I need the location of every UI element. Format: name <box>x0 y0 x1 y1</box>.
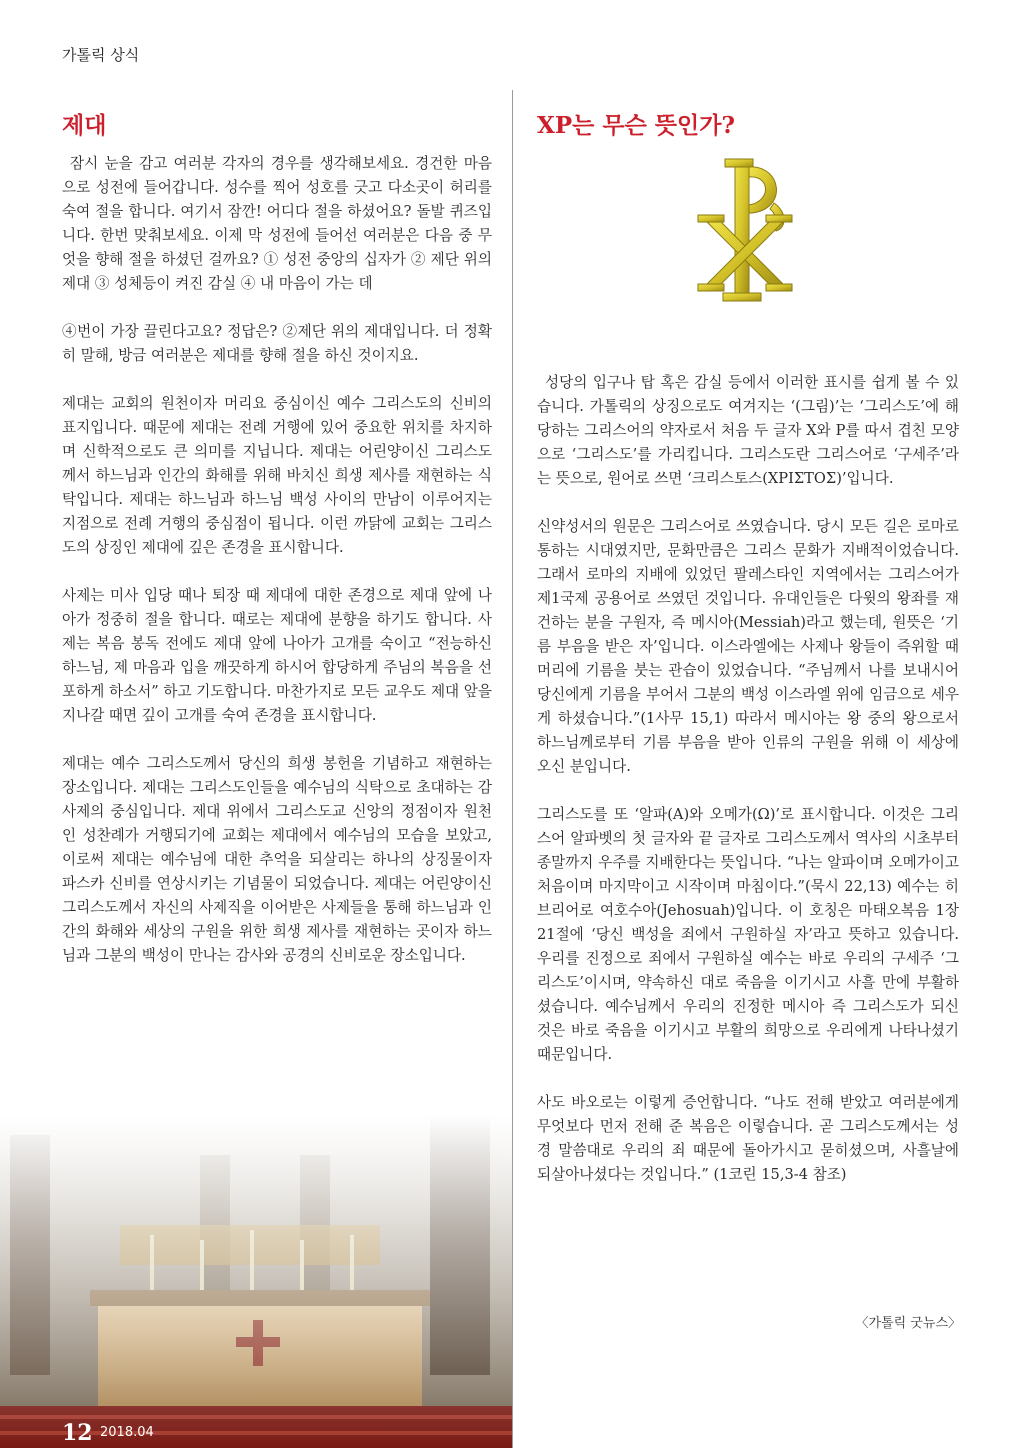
chi-rho-icon <box>690 155 800 305</box>
paragraph: 잠시 눈을 감고 여러분 각자의 경우를 생각해보세요. 경건한 마음으로 성전에 들어갑니다. 성수를 찍어 성호를 긋고 다소곳이 허리를 숙여 절을 합니다. 여기서 잠깐! 어디다 절을 하셨어요? 돌발 퀴즈입니다. 한번 맞춰보세요. 이제 막 성전에 들어선 여러분은 다음 중 무엇을 향해 절을 하셨던 걸까요? ① 성전 중앙의 십자가 ② 제단 위의 제대 ③ 성체등이 켜진 감실 ④ 내 마음이 가는 데 <box>62 155 492 292</box>
paragraph: 성당의 입구나 탑 혹은 감실 등에서 이러한 표시를 쉽게 볼 수 있습니다. 가톨릭의 상징으로도 여겨지는 ‘(그림)’는 ‘그리스도’에 해당하는 그리스어의 약자로서 처음 두 글자 X와 P를 따서 겹친 모양으로 ‘그리스도’를 가리킵니다. 그리스도란 그리스어로 ‘구세주’라는 뜻으로, 원어로 쓰면 ‘크리스토스(ΧΡΙΣΤΟΣ)’입니다. <box>537 374 959 487</box>
issue-date: 2018.04 <box>100 1425 154 1440</box>
paragraph: 제대는 교회의 원천이자 머리요 중심이신 예수 그리스도의 신비의 표지입니다. 때문에 제대는 전례 거행에 있어 중요한 위치를 차지하며 신학적으로도 큰 의미를 지닙니다. 제대는 어린양이신 그리스도께서 하느님과 인간의 화해를 위해 바치신 희생 제사를 재현하는 식탁입니다. 제대는 하느님과 하느님 백성 사이의 만남이 이루어지는 지점으로 전례 거행의 중심점이 됩니다. 이런 까닭에 교회는 그리스도의 상징인 제대에 깊은 존경을 표시합니다. <box>62 395 492 556</box>
article-title-xp: XP는 무슨 뜻인가? <box>537 112 735 139</box>
paragraph: 사제는 미사 입당 때나 퇴장 때 제대에 대한 존경으로 제대 앞에 나아가 정중히 절을 합니다. 때로는 제대에 분향을 하기도 합니다. 사제는 복음 봉독 전에도 제대 앞에 나아가 고개를 숙이고 “전능하신 하느님, 제 마음과 입을 깨끗하게 하시어 합당하게 주님의 복음을 선포하게 하소서” 하고 기도합니다. 마찬가지로 모든 교우도 제대 앞을 지나갈 때면 깊이 고개를 숙여 존경을 표시합니다. <box>62 587 492 724</box>
section-label: 가톨릭 상식 <box>62 46 140 64</box>
column-divider <box>512 90 513 1448</box>
source-credit: 〈가톨릭 굿뉴스〉 <box>855 1316 961 1331</box>
paragraph: 그리스도를 또 ‘알파(Α)와 오메가(Ω)’로 표시합니다. 이것은 그리스어 알파벳의 첫 글자와 끝 글자로 그리스도께서 역사의 시초부터 종말까지 우주를 지배한다는 뜻입니다. “나는 알파이며 오메가이고 처음이며 마지막이고 시작이며 마침이다.”(묵시 22,13) 예수는 히브리어로 여호수아(Jehosuah)입니다. 이 호칭은 마태오복음 1장 21절에 ‘당신 백성을 죄에서 구원하실 자’라고 뜻하고 있습니다. 우리를 진정으로 죄에서 구원하실 예수는 바로 우리의 구세주 ‘그리스도’이시며, 약속하신 대로 죽음을 이기시고 사흘 만에 부활하셨습니다. 예수님께서 우리의 진정한 메시아 즉 그리스도가 되신 것은 바로 죽음을 이기시고 부활의 희망으로 우리에게 나타나셨기 때문입니다. <box>537 806 959 1063</box>
page-number: 12 <box>62 1420 93 1446</box>
right-column <box>537 371 959 1211</box>
paragraph: ④번이 가장 끌린다고요? 정답은? ②제단 위의 제대입니다. 더 정확히 말해, 방금 여러분은 제대를 향해 절을 하신 것이지요. <box>62 323 492 364</box>
altar-photo <box>0 1115 512 1448</box>
paragraph: 사도 바오로는 이렇게 증언합니다. “나도 전해 받았고 여러분에게 무엇보다 먼저 전해 준 복음은 이렇습니다. 곧 그리스도께서는 성경 말씀대로 우리의 죄 때문에 돌아가시고 묻히셨으며, 사흘날에 되살아나셨다는 것입니다.” (1코린 15,3-4 참조) <box>537 1094 959 1183</box>
left-column <box>62 152 492 992</box>
paragraph: 제대는 예수 그리스도께서 당신의 희생 봉헌을 기념하고 재현하는 장소입니다. 제대는 그리스도인들을 예수님의 식탁으로 초대하는 감사제의 중심입니다. 제대 위에서 그리스도교 신앙의 정점이자 원천인 성찬례가 거행되기에 교회는 제대에서 예수님의 모습을 보았고, 이로써 제대는 예수님에 대한 추억을 되살리는 하나의 상징물이자 파스카 신비를 연상시키는 기념물이 되었습니다. 제대는 어린양이신 그리스도께서 자신의 사제직을 이어받은 사제들을 통해 하느님과 인간의 화해와 세상의 구원을 위한 희생 제사를 재현하는 곳이자 하느님과 그분의 백성이 만나는 감사와 공경의 신비로운 장소입니다. <box>62 755 492 964</box>
article-title-altar: 제대 <box>62 112 107 139</box>
paragraph: 신약성서의 원문은 그리스어로 쓰였습니다. 당시 모든 길은 로마로 통하는 시대였지만, 문화만큼은 그리스 문화가 지배적이었습니다. 그래서 로마의 지배에 있었던 팔레스타인 지역에서는 그리스어가 제1국제 공용어로 쓰였던 것입니다. 유대인들은 다윗의 왕좌를 재건하는 분을 구원자, 즉 메시아(Messiah)라고 했는데, 원뜻은 ‘기름 부음을 받은 자’입니다. 이스라엘에는 사제나 왕들이 즉위할 때 머리에 기름을 붓는 관습이 있었습니다. “주님께서 나를 보내시어 당신에게 기름을 부어서 그분의 백성 이스라엘 위에 임금으로 세우게 하셨습니다.”(1사무 15,1) 따라서 메시아는 왕 중의 왕으로서 하느님께로부터 기름 부음을 받아 인류의 구원을 위해 이 세상에 오신 분입니다. <box>537 518 959 775</box>
